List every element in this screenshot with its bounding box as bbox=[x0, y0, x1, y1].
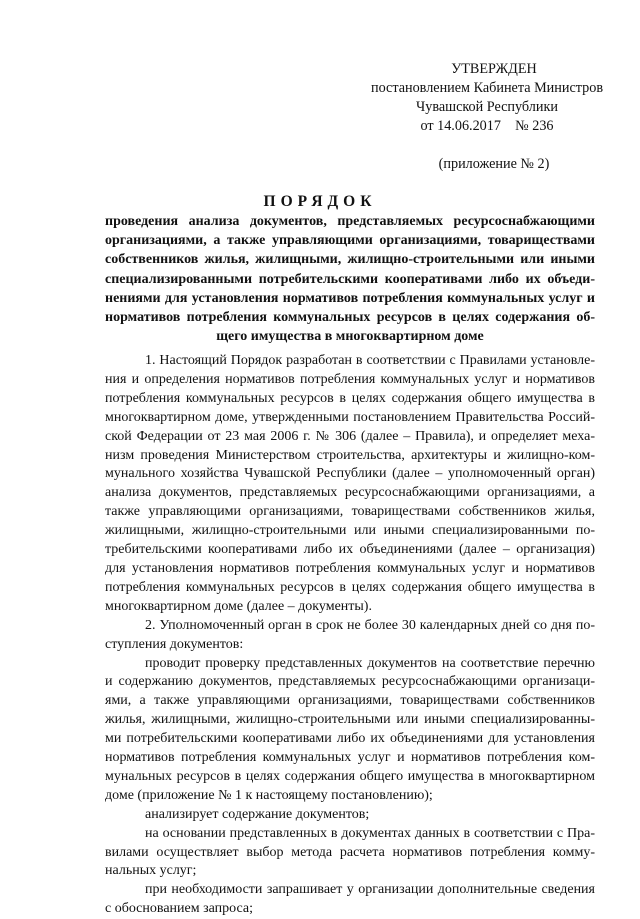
subtitle-line: нениями для установления нормативов потребления коммунальных услуг и bbox=[105, 290, 595, 306]
body-line: на основании представленных в документах данных в соответствии с Пра- bbox=[145, 825, 595, 841]
body-line: анализирует содержание документов; bbox=[145, 806, 370, 822]
subtitle-line: щего имущества в многоквартирном доме bbox=[216, 329, 484, 345]
body-line: проводит проверку представленных документов на соответствие перечню bbox=[145, 655, 595, 671]
approval-date-number: от 14.06.2017 № 236 bbox=[420, 118, 554, 134]
body-line: требительскими кооперативами либо их объединениями (далее – организация) bbox=[105, 542, 595, 558]
annex-label: (приложение № 2) bbox=[438, 156, 550, 172]
document-body bbox=[105, 352, 595, 919]
subtitle-line: собственников жилья, жилищными, жилищно-строительными или иными bbox=[105, 252, 595, 268]
subtitle-line: организациями, а также управляющими организациями, товариществами bbox=[105, 233, 595, 249]
body-line: 1. Настоящий Порядок разработан в соответствии с Правилами установле- bbox=[145, 353, 595, 368]
body-line: вилами осуществляет выбор метода расчета нормативов потребления комму- bbox=[105, 844, 595, 860]
body-line: нальных услуг; bbox=[105, 863, 197, 879]
approval-heading: УТВЕРЖДЕН bbox=[451, 61, 537, 77]
body-line: мунального хозяйства Чувашской Республики (далее – уполномоченный орган) bbox=[105, 466, 595, 482]
body-line: с обоснованием запроса; bbox=[105, 901, 253, 917]
subtitle-line: проведения анализа документов, представляемых ресурсоснабжающими bbox=[105, 214, 595, 229]
approval-line: Чувашской Республики bbox=[416, 99, 558, 115]
body-line: низм проведения Министерством строительства, архитектуры и жилищно-ком- bbox=[105, 447, 595, 463]
body-line: многоквартирном доме (далее – документы). bbox=[105, 598, 372, 614]
body-line: ями, а также управляющими организациями, товариществами собственников bbox=[105, 693, 595, 709]
body-line: для установления нормативов потребления коммунальных услуг и нормативов bbox=[105, 560, 595, 576]
document-title: ПОРЯДОК bbox=[263, 193, 377, 210]
subtitle-line: специализированными потребительскими кооперативами либо их объеди- bbox=[105, 271, 595, 287]
body-line: доме (приложение № 1 к настоящему постановлению); bbox=[105, 787, 433, 803]
body-line: жилья, жилищными, жилищно-строительными или иными специализированны- bbox=[105, 712, 595, 728]
body-line: потребления коммунальных ресурсов в целях содержания общего имущества в bbox=[105, 390, 595, 406]
subtitle-line: нормативов потребления коммунальных ресурсов в целях содержания об- bbox=[105, 310, 595, 326]
body-line: 2. Уполномоченный орган в срок не более 30 календарных дней со дня по- bbox=[145, 617, 595, 633]
body-line: нормативов потребления коммунальных услуг и нормативов потребления ком- bbox=[105, 750, 595, 766]
approval-line: постановлением Кабинета Министров bbox=[370, 80, 604, 96]
body-line: и содержанию документов, представляемых ресурсоснабжающими организаци- bbox=[105, 674, 595, 690]
document-subtitle bbox=[105, 212, 595, 346]
body-line: потребления коммунальных ресурсов в целях содержания общего имущества в bbox=[105, 579, 595, 595]
body-line: ми потребительскими кооперативами либо их объединениями для установления bbox=[105, 731, 595, 747]
body-line: при необходимости запрашивает у организации дополнительные сведения bbox=[145, 882, 595, 898]
body-line: анализа документов, представляемых ресурсоснабжающими организациями, а bbox=[105, 485, 595, 501]
body-line: многоквартирном доме, утвержденными постановлением Правительства Россий- bbox=[105, 409, 595, 425]
body-line: ской Федерации от 23 мая 2006 г. № 306 (далее – Правила), и определяет меха- bbox=[105, 428, 595, 444]
body-line: ния и определения нормативов потребления коммунальных услуг и нормативов bbox=[105, 371, 595, 387]
body-line: также управляющими организациями, товариществами собственников жилья, bbox=[105, 504, 595, 520]
body-line: жилищными, жилищно-строительными или иными специализированными по- bbox=[105, 523, 595, 539]
body-line: мунальных ресурсов в целях содержания общего имущества в многоквартирном bbox=[105, 768, 595, 784]
body-line: ступления документов: bbox=[105, 636, 244, 652]
approval-stamp bbox=[362, 60, 612, 174]
